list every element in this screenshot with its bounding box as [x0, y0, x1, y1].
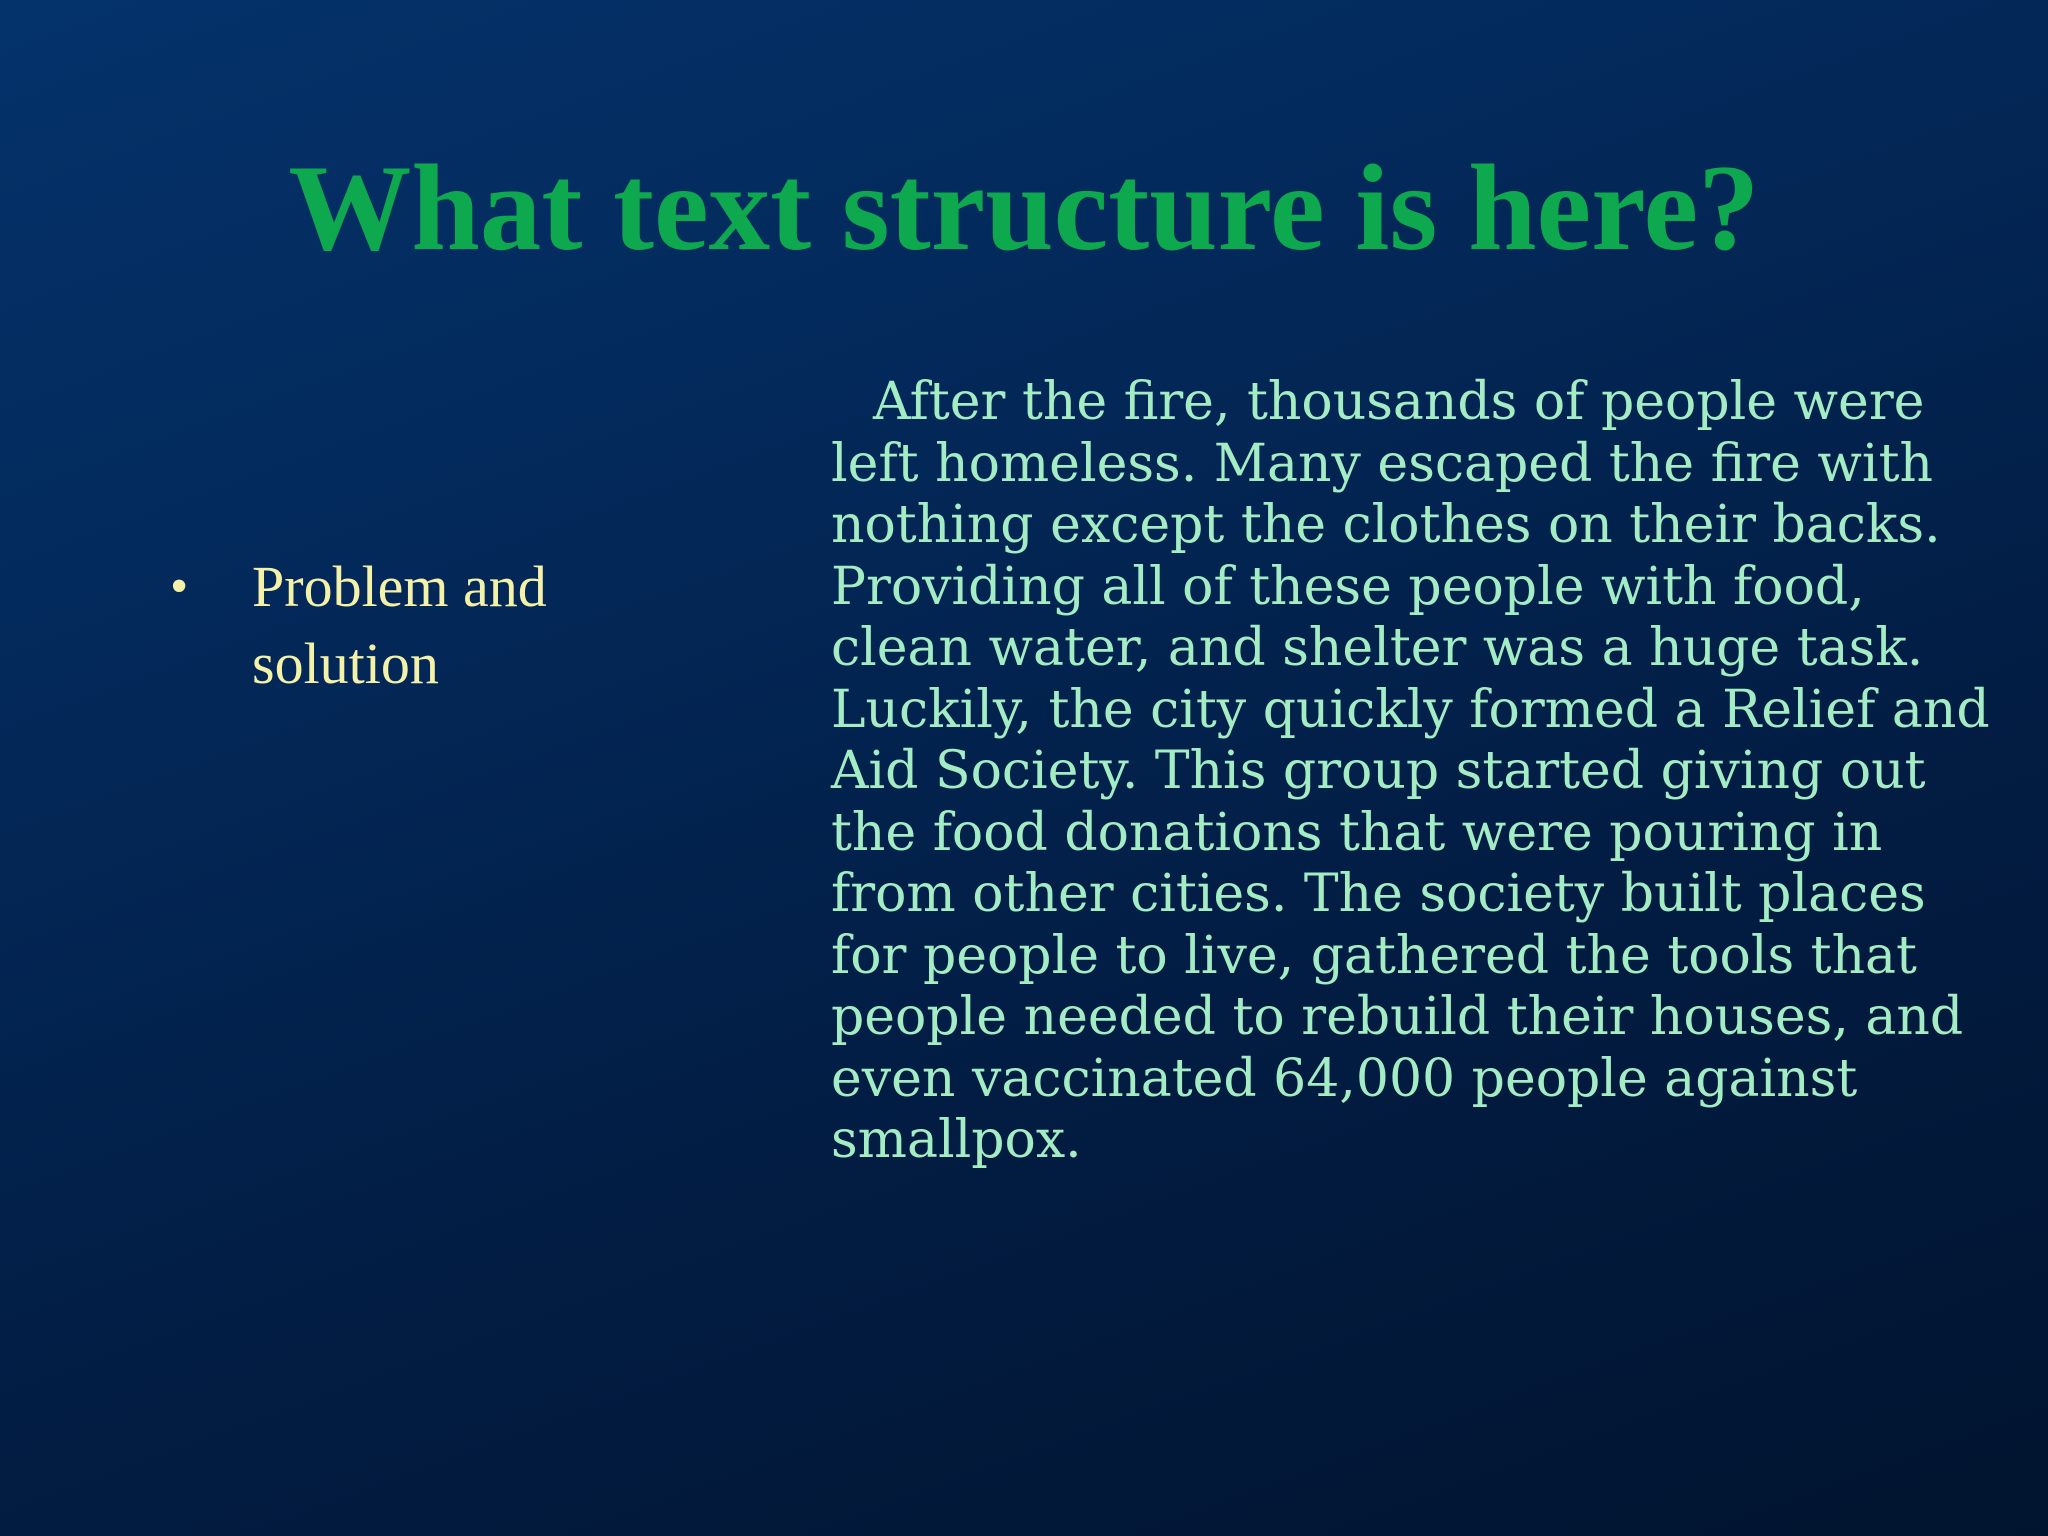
bullet-icon: •	[170, 558, 189, 615]
slide-title: What text structure is here?	[288, 139, 1760, 276]
bullet-item-label: Problem and solution	[252, 554, 547, 696]
passage-text: After the fire, thousands of people were left homeless. Many escaped the fire with nothing except the clothes on their backs. Providing all of these people with food, clean water, and shelter was a huge task. Luckily, the city quickly formed a Relief and Aid Society. This group started giving out the food donations that were pouring in from other cities. The society built places for people to live, gathered the tools that people needed to rebuild their houses, and even vaccinated 64,000 people against smallpox.	[831, 372, 1990, 1170]
bullet-item	[170, 548, 640, 702]
bullet-list	[170, 548, 640, 702]
